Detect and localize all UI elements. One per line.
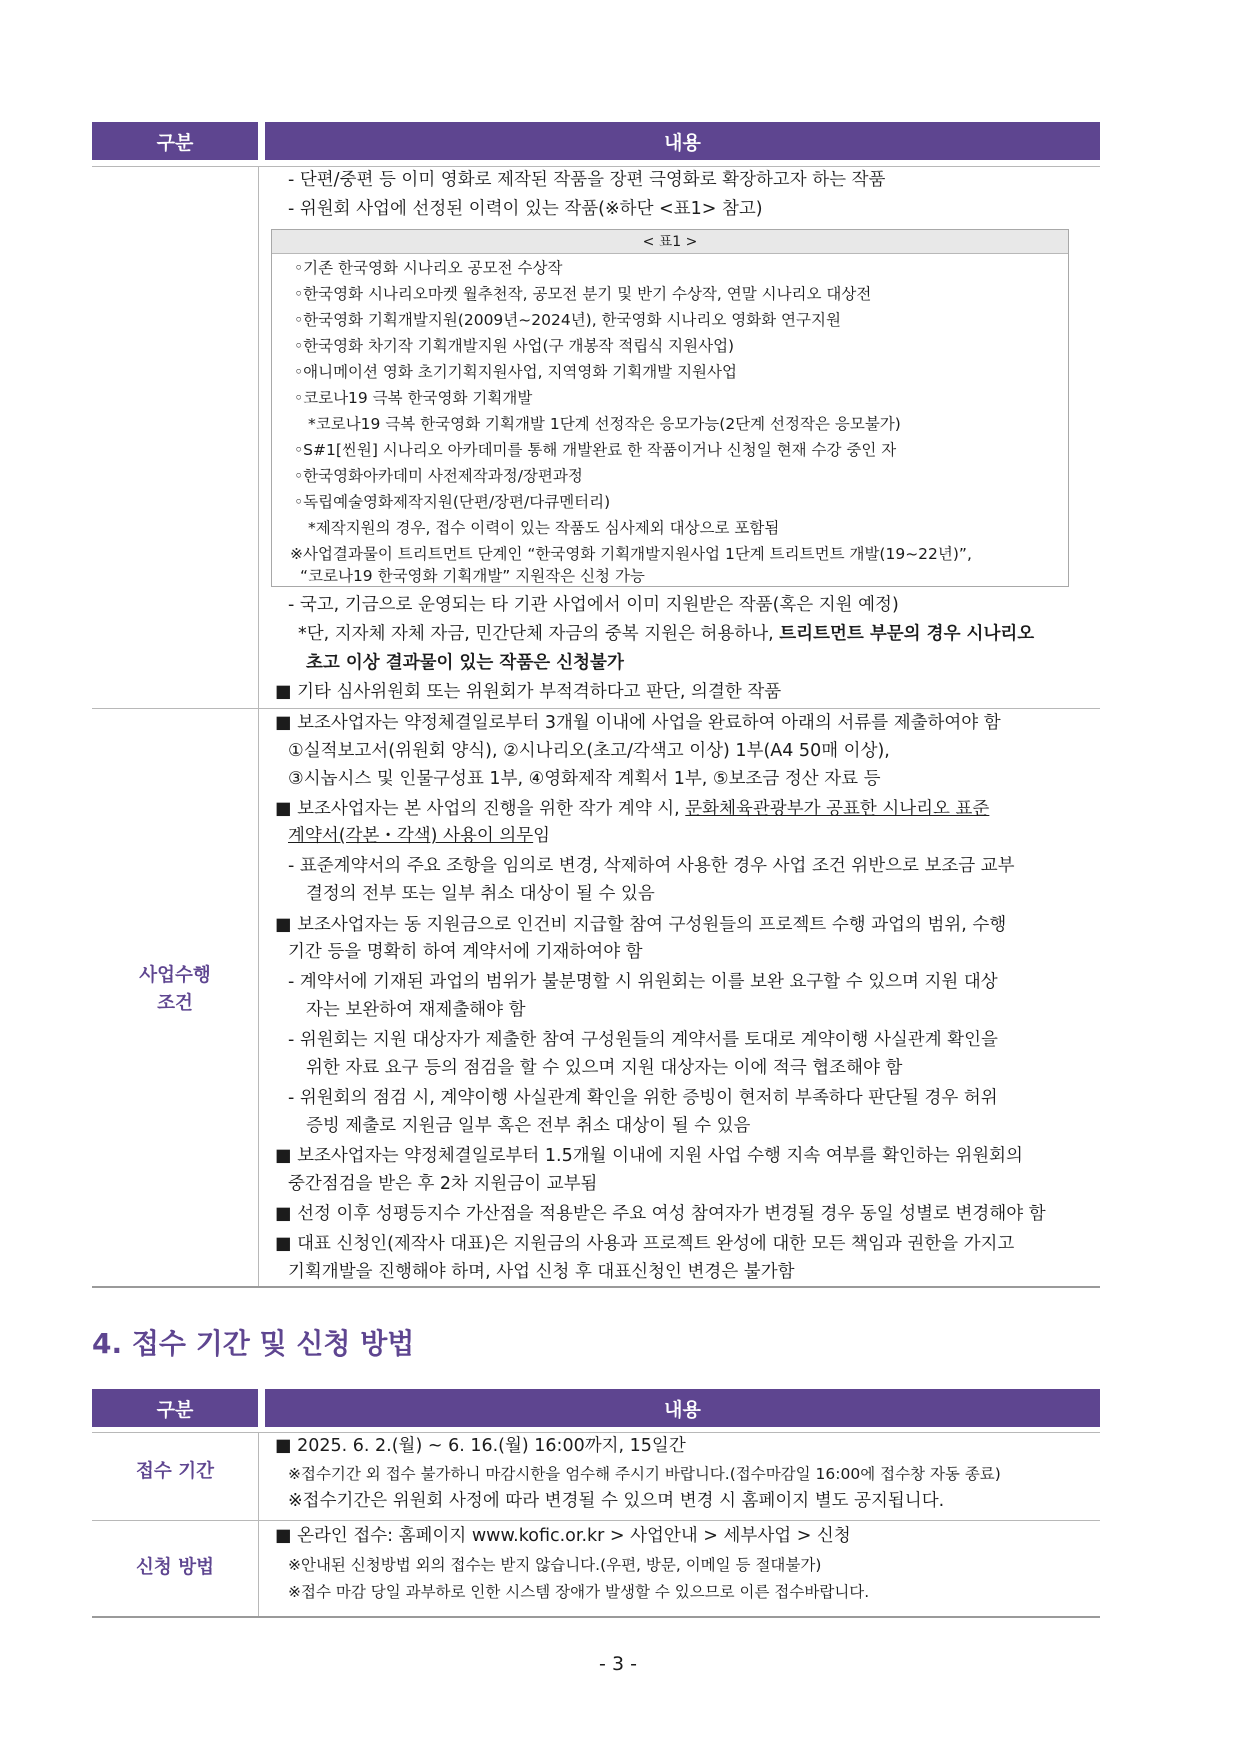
category-line: 사업수행: [139, 965, 211, 986]
text-line: 중간점검을 받은 후 2차 지원금이 교부됨: [288, 1174, 598, 1194]
text-line: 기간 등을 명확히 하여 계약서에 기재하여야 함: [288, 942, 643, 962]
table-note-box: [271, 229, 1069, 587]
underlined-fragment: 계약서(각본・각색) 사용이 의무: [288, 826, 534, 846]
text-line: ①실적보고서(위원회 양식), ②시나리오(초고/각색고 이상) 1부(A4 50매 이상),: [288, 741, 890, 761]
divider: [92, 708, 1100, 709]
box-line: ◦코로나19 극복 한국영화 기획개발: [294, 389, 533, 407]
text-line: - 위원회는 지원 대상자가 제출한 참여 구성원들의 계약서를 토대로 계약이행 사실관계 확인을: [288, 1030, 998, 1050]
text-line: - 국고, 기금으로 운영되는 타 기관 사업에서 이미 지원받은 작품(혹은 지원 예정): [288, 595, 899, 615]
text-line: 위한 자료 요구 등의 점검을 할 수 있으며 지원 대상자는 이에 적극 협조해야 함: [306, 1058, 903, 1078]
bold-fragment: 트리트먼트 부문의 경우 시나리오: [779, 624, 1035, 644]
text-line: ■ 대표 신청인(제작사 대표)은 지원금의 사용과 프로젝트 완성에 대한 모든 책임과 권한을 가지고: [275, 1234, 1015, 1254]
box-line: ◦한국영화 기획개발지원(2009년~2024년), 한국영화 시나리오 영화화 연구지원: [294, 311, 841, 329]
box-line: ◦한국영화 차기작 기획개발지원 사업(구 개봉작 적립식 지원사업): [294, 337, 735, 355]
divider: [92, 1286, 1100, 1288]
divider: [92, 1520, 1100, 1521]
box-line: ◦한국영화아카데미 사전제작과정/장편과정: [294, 467, 583, 485]
text-line: ※접수 마감 당일 과부하로 인한 시스템 장애가 발생할 수 있으므로 이른 접수바랍니다.: [288, 1583, 870, 1601]
text-line: - 단편/중편 등 이미 영화로 제작된 작품을 장편 극영화로 확장하고자 하는 작품: [288, 170, 886, 190]
box-title: < 표1 >: [272, 230, 1068, 254]
header-label: 구분: [156, 1398, 194, 1421]
box-line: *제작지원의 경우, 접수 이력이 있는 작품도 심사제외 대상으로 포함됨: [308, 519, 780, 537]
box-line: ◦독립예술영화제작지원(단편/장편/다큐멘터리): [294, 493, 611, 511]
page-number: - 3 -: [599, 1653, 637, 1675]
table1-header-category: [92, 122, 258, 160]
text-line: ■ 2025. 6. 2.(월) ~ 6. 16.(월) 16:00까지, 15일간: [275, 1436, 686, 1456]
text-fragment: 임: [533, 826, 551, 846]
divider: [258, 166, 259, 1286]
text-line: ■ 선정 이후 성평등지수 가산점을 적용받은 주요 여성 참여자가 변경될 경우 동일 성별로 변경해야 함: [275, 1204, 1046, 1224]
text-line: ■ 보조사업자는 약정체결일로부터 3개월 이내에 사업을 완료하여 아래의 서류를 제출하여야 함: [275, 713, 1001, 733]
box-line: ※사업결과물이 트리트먼트 단계인 “한국영화 기획개발지원사업 1단계 트리트먼트 개발(19~22년)”,: [290, 545, 972, 563]
section-title: 4. 접수 기간 및 신청 방법: [92, 1327, 415, 1360]
category-line: 조건: [157, 993, 193, 1014]
table2-header-category: [92, 1389, 258, 1427]
text-line: [288, 823, 550, 849]
text-line: [275, 796, 989, 822]
text-line: ※안내된 신청방법 외의 접수는 받지 않습니다.(우편, 방문, 이메일 등 절대불가): [288, 1556, 822, 1574]
text-line: 증빙 제출로 지원금 일부 혹은 전부 취소 대상이 될 수 있음: [306, 1116, 751, 1136]
box-line: ◦S#1[씬원] 시나리오 아카데미를 통해 개발완료 한 작품이거나 신청일 현재 수강 중인 자: [294, 441, 897, 459]
box-line: ◦애니메이션 영화 초기기획지원사업, 지역영화 기획개발 지원사업: [294, 363, 737, 381]
header-label: 구분: [156, 131, 194, 154]
text-line: 결정의 전부 또는 일부 취소 대상이 될 수 있음: [306, 884, 655, 904]
text-line: ■ 보조사업자는 동 지원금으로 인건비 지급할 참여 구성원들의 프로젝트 수행 과업의 범위, 수행: [275, 915, 1007, 935]
header-label: 내용: [664, 1398, 701, 1421]
underlined-fragment: 문화체육관광부가 공표한 시나리오 표준: [685, 799, 990, 819]
text-line: 자는 보완하여 재제출해야 함: [306, 1000, 526, 1020]
category-label: 신청 방법: [136, 1557, 214, 1578]
text-fragment: *단, 지자체 자체 자금, 민간단체 자금의 중복 지원은 허용하나,: [298, 624, 780, 644]
text-line: ③시놉시스 및 인물구성표 1부, ④영화제작 계획서 1부, ⑤보조금 정산 자료 등: [288, 769, 881, 789]
box-line: ◦한국영화 시나리오마켓 월추천작, 공모전 분기 및 반기 수상작, 연말 시나리오 대상전: [294, 285, 872, 303]
box-line: “코로나19 한국영화 기획개발” 지원작은 신청 가능: [300, 567, 645, 585]
box-line: *코로나19 극복 한국영화 기획개발 1단계 선정작은 응모가능(2단계 선정작은 응모불가): [308, 415, 901, 433]
header-label: 내용: [664, 131, 701, 154]
table1-header-content: [265, 122, 1100, 160]
category-label: 접수 기간: [136, 1461, 214, 1482]
divider: [258, 1432, 259, 1617]
category-label: [92, 962, 258, 1018]
text-line: ■ 보조사업자는 약정체결일로부터 1.5개월 이내에 지원 사업 수행 지속 여부를 확인하는 위원회의: [275, 1146, 1023, 1166]
text-line: 초고 이상 결과물이 있는 작품은 신청불가: [306, 653, 624, 673]
text-line: - 위원회 사업에 선정된 이력이 있는 작품(※하단 <표1> 참고): [288, 199, 763, 219]
text-line: - 계약서에 기재된 과업의 범위가 불분명할 시 위원회는 이를 보완 요구할 수 있으며 지원 대상: [288, 972, 998, 992]
table2-header-content: [265, 1389, 1100, 1427]
text-line: ※접수기간 외 접수 불가하니 마감시한을 엄수해 주시기 바랍니다.(접수마감일 16:00에 접수창 자동 종료): [288, 1465, 1001, 1483]
text-line: ■ 온라인 접수: 홈페이지 www.kofic.or.kr > 사업안내 > 세부사업 > 신청: [275, 1526, 851, 1546]
box-line: ◦기존 한국영화 시나리오 공모전 수상작: [294, 259, 563, 277]
text-line: - 표준계약서의 주요 조항을 임의로 변경, 삭제하여 사용한 경우 사업 조건 위반으로 보조금 교부: [288, 856, 1015, 876]
text-line: 기획개발을 진행해야 하며, 사업 신청 후 대표신청인 변경은 불가함: [288, 1262, 795, 1282]
text-line: [298, 621, 1034, 647]
text-line: - 위원회의 점검 시, 계약이행 사실관계 확인을 위한 증빙이 현저히 부족하다 판단될 경우 허위: [288, 1088, 998, 1108]
text-line: ※접수기간은 위원회 사정에 따라 변경될 수 있으며 변경 시 홈페이지 별도 공지됩니다.: [288, 1491, 945, 1511]
text-fragment: ■ 보조사업자는 본 사업의 진행을 위한 작가 계약 시,: [275, 799, 686, 819]
divider: [92, 1616, 1100, 1618]
text-line: ■ 기타 심사위원회 또는 위원회가 부적격하다고 판단, 의결한 작품: [275, 682, 782, 702]
